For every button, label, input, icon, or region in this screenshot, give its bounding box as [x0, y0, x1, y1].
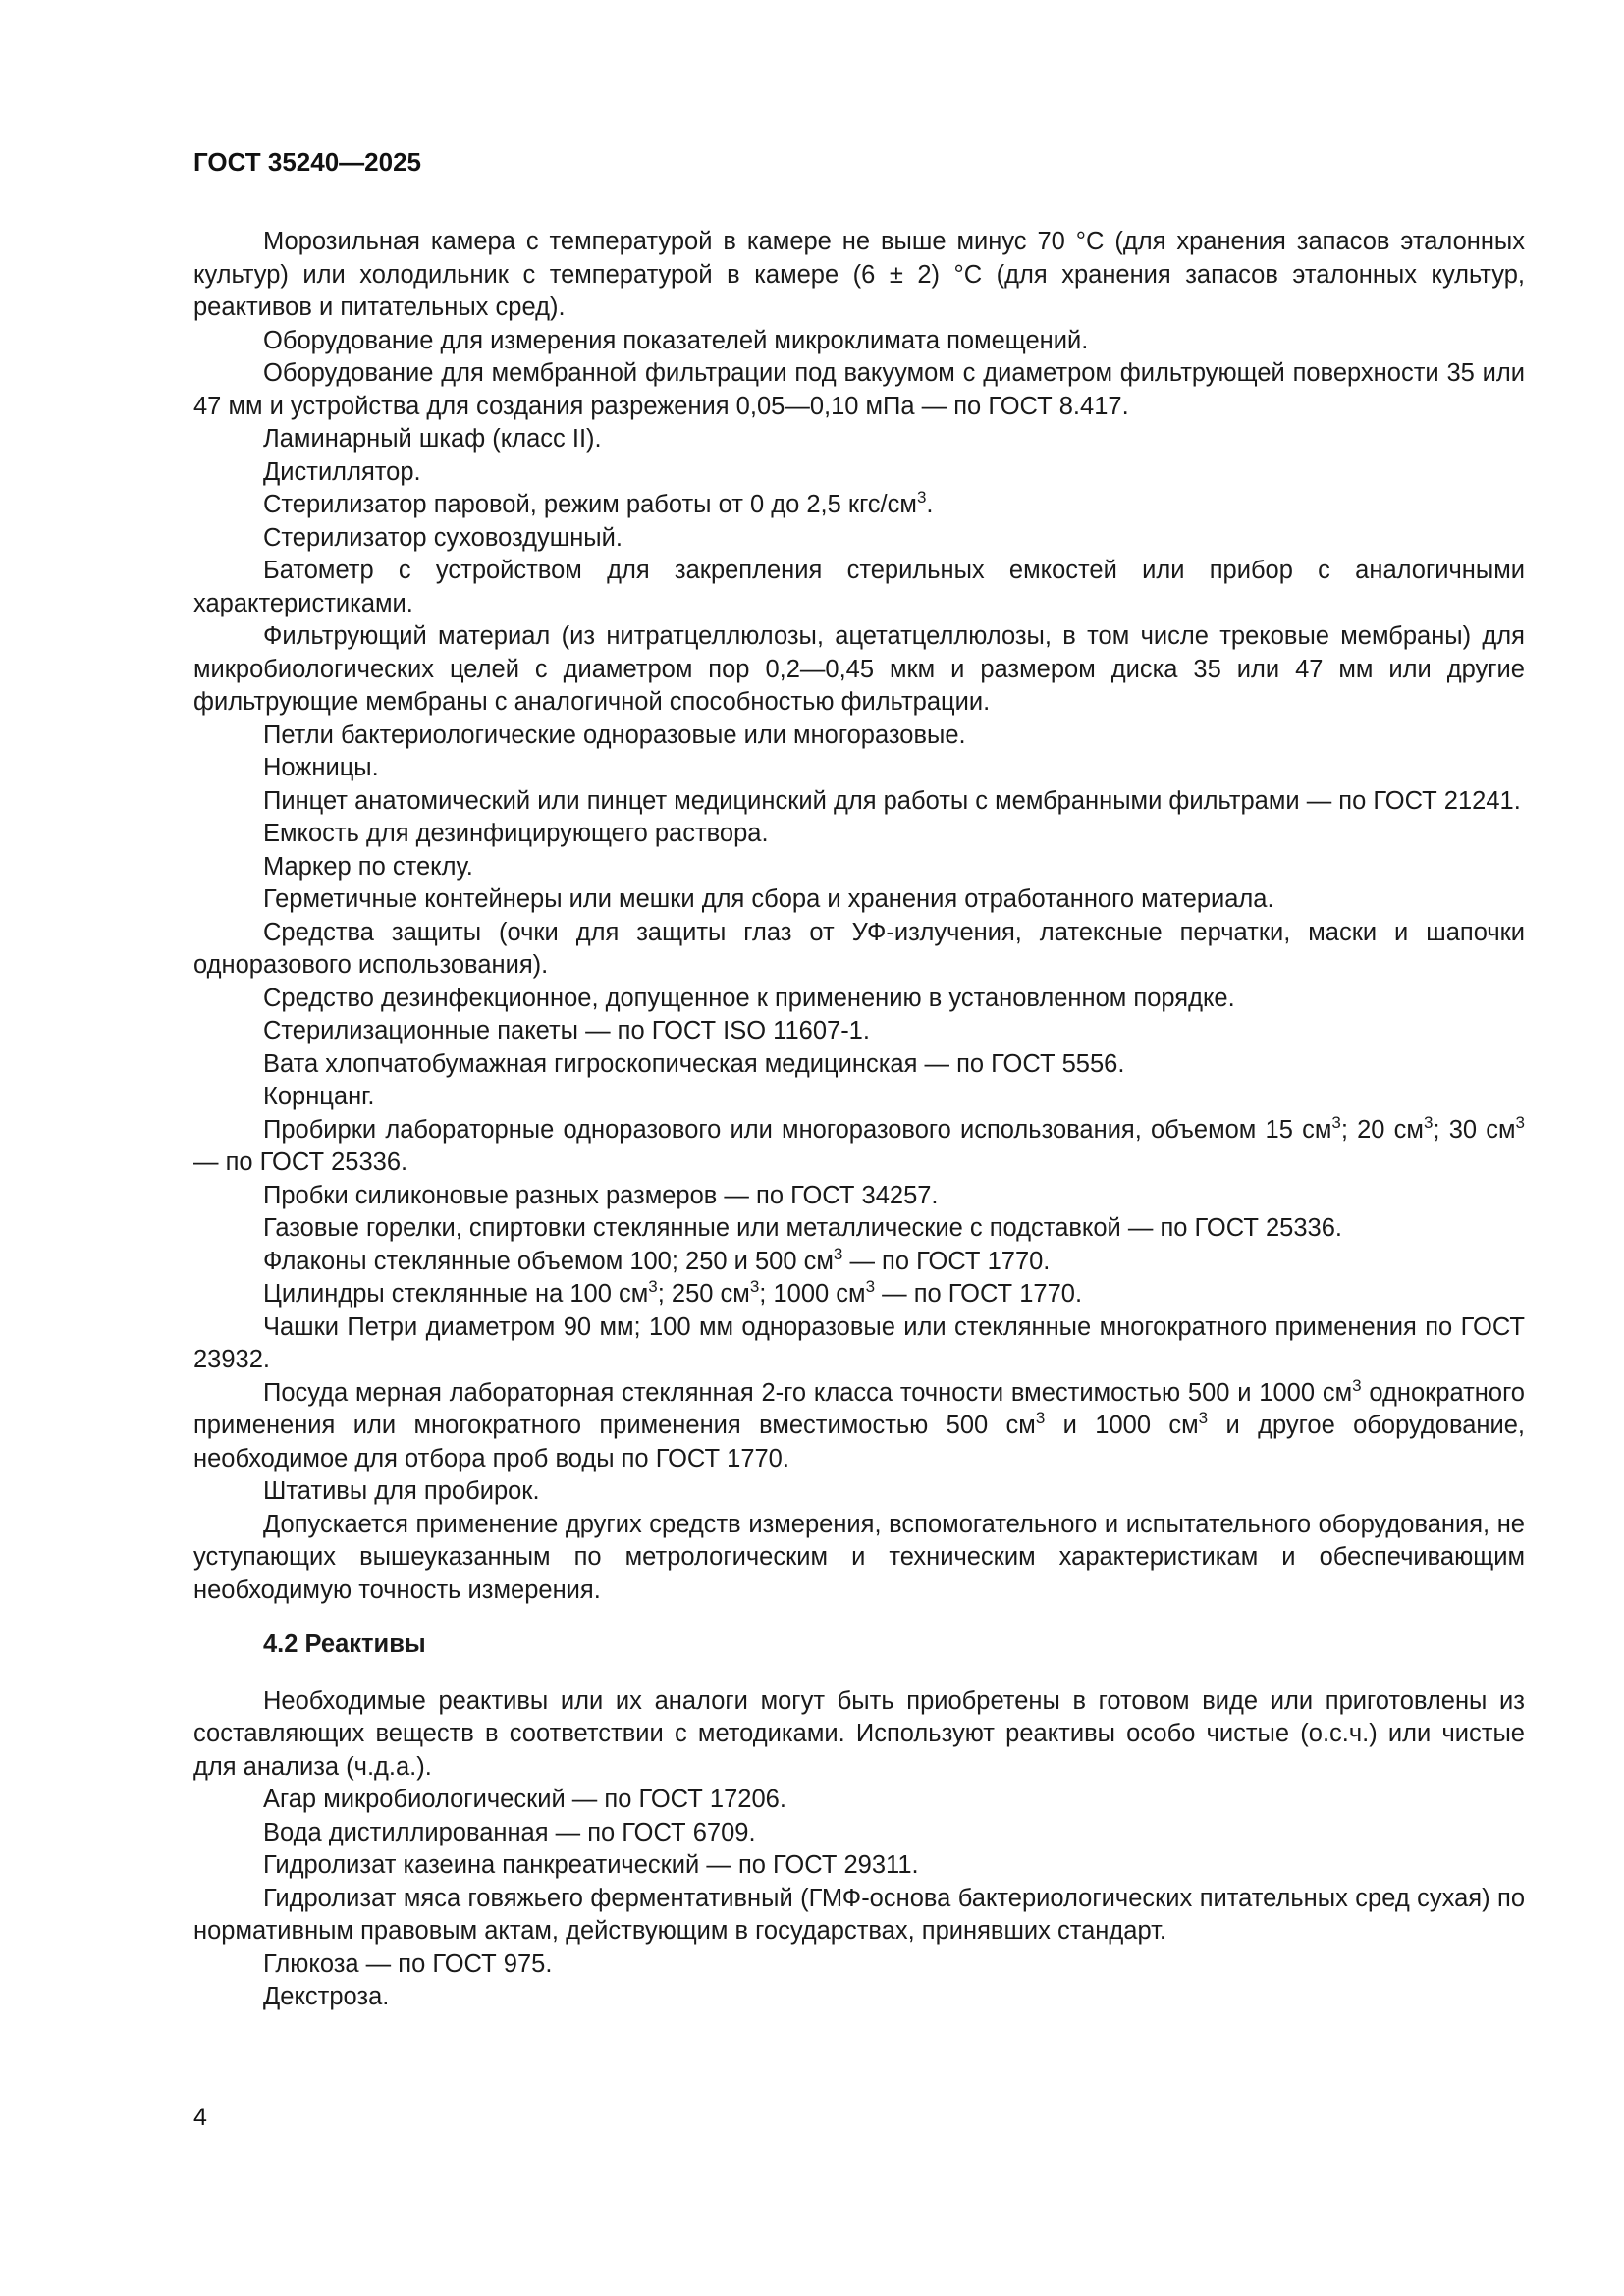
- paragraph: Необходимые реактивы или их аналоги могут быть приобретены в готовом виде или приготовлены из составляющих веществ в соответствии с методиками. Используют реактивы особо чистые (о.с.ч.) или чистые для анализа (ч.д.а.).: [193, 1686, 1525, 1781]
- paragraph: Ламинарный шкаф (класс II).: [263, 425, 602, 453]
- superscript: 3: [865, 1277, 876, 1296]
- superscript: 3: [1352, 1375, 1362, 1395]
- superscript: 3: [749, 1277, 760, 1296]
- text-run: ; 20 см: [1340, 1115, 1424, 1144]
- paragraph: Стерилизатор суховоздушный.: [263, 523, 623, 552]
- paragraph: Декстроза.: [263, 1983, 390, 2010]
- text-run: Флаконы стеклянные объемом 100; 250 и 500 см: [263, 1247, 834, 1275]
- paragraph: Агар микробиологический — по ГОСТ 17206.: [263, 1786, 786, 1813]
- paragraph: [193, 1377, 1525, 1476]
- superscript: 3: [1035, 1409, 1046, 1427]
- paragraph: Штативы для пробирок.: [263, 1477, 540, 1505]
- superscript: 3: [916, 488, 927, 507]
- paragraph: [193, 489, 1525, 522]
- text-run: однократного применения или многократного применения вместимостью 500 см: [193, 1378, 1525, 1439]
- paragraph: Емкость для дезинфицирующего раствора.: [263, 820, 769, 847]
- superscript: 3: [1198, 1409, 1209, 1427]
- paragraph: Вата хлопчатобумажная гигроскопическая медицинская — по ГОСТ 5556.: [263, 1049, 1125, 1078]
- section-heading: 4.2 Реактивы: [263, 1630, 426, 1658]
- text-run: .: [926, 491, 934, 518]
- text-run: Посуда мерная лабораторная стеклянная 2-го класса точности вместимостью 500 и 1000 см: [263, 1378, 1353, 1407]
- paragraph: Морозильная камера с температурой в камере не выше минус 70 °С (для хранения запасов эталонных культур) или холодильник с температурой в камере (6 ± 2) °С (для хранения запасов эталонных культур, реактивов и питательных сред).: [193, 228, 1525, 321]
- paragraph: Батометр с устройством для закрепления стерильных емкостей или прибор с аналогичными характеристиками.: [193, 557, 1525, 617]
- superscript: 3: [648, 1277, 658, 1296]
- paragraph: Оборудование для измерения показателей микроклимата помещений.: [263, 326, 1089, 354]
- superscript: 3: [833, 1244, 843, 1263]
- paragraph: Чашки Петри диаметром 90 мм; 100 мм одноразовые или стеклянные многократного применения по ГОСТ 23932.: [193, 1312, 1525, 1373]
- text-run: Стерилизатор паровой, режим работы от 0 до 2,5 кгс/см: [263, 491, 917, 518]
- text-run: — по ГОСТ 25336.: [193, 1148, 408, 1176]
- document-body: [193, 226, 1525, 2014]
- paragraph: Средства защиты (очки для защиты глаз от УФ-излучения, латексные перчатки, маски и шапочки одноразового использования).: [193, 918, 1525, 979]
- paragraph: Средство дезинфекционное, допущенное к применению в установленном порядке.: [263, 984, 1235, 1012]
- paragraph: [193, 1114, 1525, 1180]
- paragraph: Дистиллятор.: [263, 457, 421, 486]
- paragraph: Гидролизат мяса говяжьего ферментативный (ГМФ-основа бактериологических питательных сред сухая) по нормативным правовым актам, действующим в государствах, принявших стандарт.: [193, 1884, 1525, 1945]
- text-run: Цилиндры стеклянные на 100 см: [263, 1280, 649, 1308]
- text-run: и 1000 см: [1045, 1412, 1199, 1439]
- text-run: Пробирки лабораторные одноразового или многоразового использования, объемом 15 см: [263, 1115, 1332, 1144]
- paragraph: Пинцет анатомический или пинцет медицинский для работы с мембранными фильтрами — по ГОСТ 21241.: [263, 786, 1521, 815]
- paragraph: [193, 1246, 1525, 1279]
- text-run: и другое оборудование, необходимое для отбора проб воды по ГОСТ 1770.: [193, 1412, 1525, 1472]
- paragraph: Герметичные контейнеры или мешки для сбора и хранения отработанного материала.: [263, 885, 1274, 913]
- text-run: ; 1000 см: [759, 1280, 866, 1308]
- paragraph: Гидролизат казеина панкреатический — по ГОСТ 29311.: [263, 1851, 919, 1879]
- document-header: ГОСТ 35240—2025: [193, 147, 421, 177]
- text-run: — по ГОСТ 1770.: [842, 1247, 1051, 1275]
- paragraph: Ножницы.: [263, 754, 379, 781]
- paragraph: Корнцанг.: [263, 1083, 375, 1110]
- text-run: ; 30 см: [1433, 1115, 1516, 1144]
- paragraph: Фильтрующий материал (из нитратцеллюлозы, ацетатцеллюлозы, в том числе трековые мембраны) для микробиологических целей с диаметром пор 0,2—0,45 мкм и размером диска 35 или 47 мм или другие фильтрующие мембраны с аналогичной способностью фильтрации.: [193, 622, 1525, 716]
- paragraph: [193, 1278, 1525, 1311]
- superscript: 3: [1331, 1112, 1341, 1132]
- text-run: ; 250 см: [657, 1280, 750, 1308]
- paragraph: Пробки силиконовые разных размеров — по ГОСТ 34257.: [263, 1181, 939, 1209]
- page-number: 4: [193, 2104, 207, 2131]
- paragraph: Газовые горелки, спиртовки стеклянные или металлические с подставкой — по ГОСТ 25336.: [263, 1214, 1342, 1242]
- paragraph: Петли бактериологические одноразовые или многоразовые.: [263, 721, 966, 749]
- paragraph: Маркер по стеклу.: [263, 852, 473, 881]
- superscript: 3: [1515, 1112, 1526, 1132]
- paragraph: Глюкоза — по ГОСТ 975.: [263, 1949, 553, 1978]
- paragraph: Стерилизационные пакеты — по ГОСТ ISO 11607-1.: [263, 1017, 870, 1044]
- paragraph: Допускается применение других средств измерения, вспомогательного и испытательного оборудования, не уступающих вышеуказанным по метрологическим и техническим характеристикам и обеспечивающим необходимую точность измерения.: [193, 1510, 1525, 1604]
- paragraph: Оборудование для мембранной фильтрации под вакуумом с диаметром фильтрующей поверхности 35 или 47 мм и устройства для создания разрежения 0,05—0,10 мПа — по ГОСТ 8.417.: [193, 359, 1525, 420]
- text-run: — по ГОСТ 1770.: [875, 1280, 1083, 1308]
- superscript: 3: [1423, 1112, 1434, 1132]
- paragraph: Вода дистиллированная — по ГОСТ 6709.: [263, 1818, 756, 1846]
